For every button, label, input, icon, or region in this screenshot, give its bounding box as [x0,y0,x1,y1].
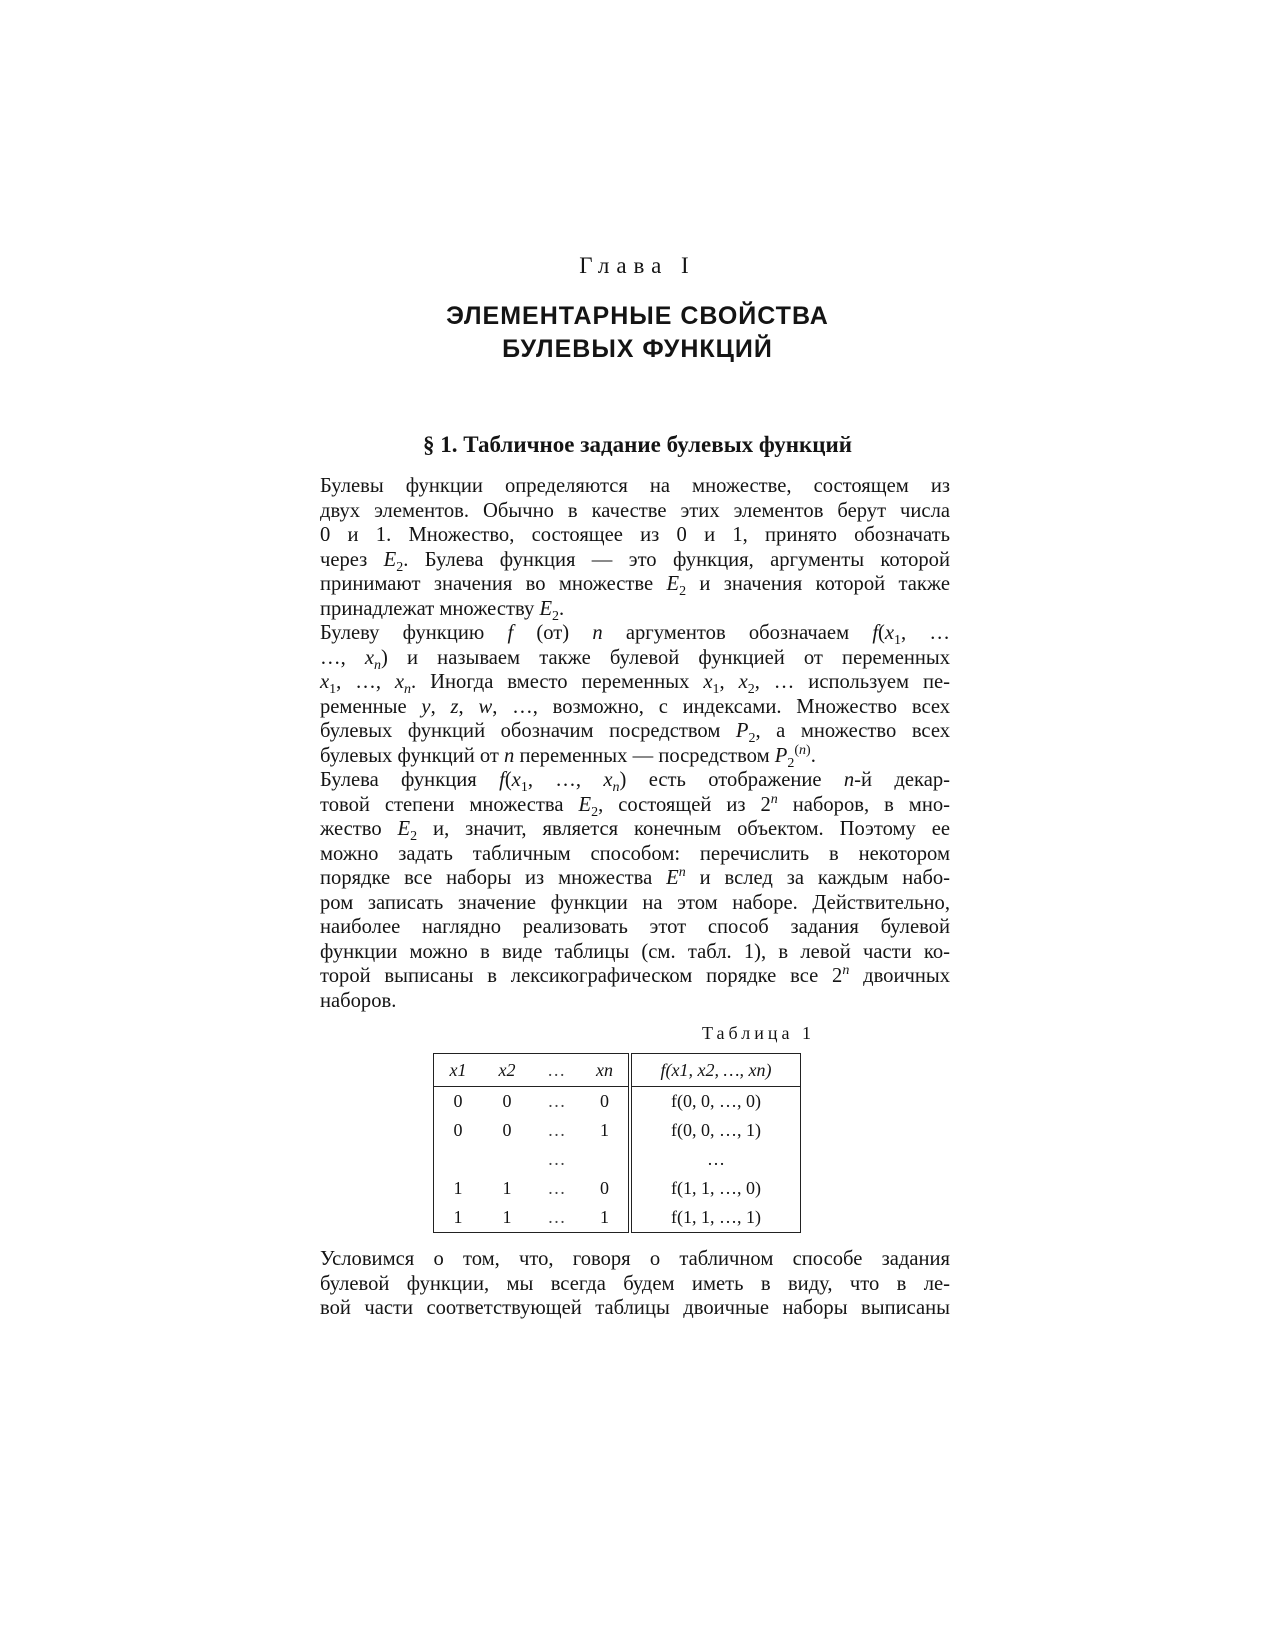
chapter-title [0,300,1275,366]
table-row [434,1174,801,1203]
table-cell: … [547,1207,566,1227]
table-row [434,1116,801,1145]
truth-table [433,1053,801,1233]
table-cell: 1 [453,1178,463,1198]
chapter-title-line: ЭЛЕМЕНТАРНЫЕ СВОЙСТВА [446,302,829,330]
table-cell [434,1145,483,1174]
table-cell: f(1, 1, …, 1) [630,1203,801,1233]
body-text-continued [287,1247,950,1321]
table-cell: 1 [600,1120,609,1140]
paragraph: Булева функция $f(x_1$, …, $x_n$) есть отображение n-й декар- товой степени множества $E_2$, состоящей из 2$^n$ наборов, в мно- жество $E_2$ и, значит, является конечным объектом. Поэтому ее можно задать табличным способом: перечислить в некотором порядке все наборы из множества $E^n$ и вслед за каждым набо- ром записать значение функции на этом наборе. Действительно, наиболее наглядно реализовать этот способ задания булевой функции можно в виде таблицы (см. табл. 1), в левой части ко- торой выписаны в лексикографическом порядке все 2$^n$ двоичных наборов. [320,769,951,1012]
table-cell: … [547,1178,566,1198]
paragraph: Булеву функцию f (от) n аргументов обозначаем $f(x_1$, … …, $x_n$) и называем также булевой функцией от переменных $x_1$, …, $x_n$. Иногда вместо переменных $x_1$, $x_2$, … используем пе- ременные y, z, w, …, возможно, с индексами. Множество всех булевых функций обозначим посредством $P_2$, а множество всех булевых функций от n переменных — посредством $P_2^{(n)}$. [320,622,951,771]
table-cell: f(0, 0, …, 0) [630,1087,801,1117]
paragraph: Булевы функции определяются на множестве, состоящем из двух элементов. Обычно в качестве этих элементов берут числа 0 и 1. Множество, состоящее из 0 и 1, принято обозначать через $E_2$. Булева функция — это функция, аргументы которой принимают значения во множестве $E_2$ и значения которой также принадлежат множеству $E_2$. [320,475,950,624]
table-row [434,1087,801,1117]
table-header-cell: x1 [434,1054,483,1087]
table-cell: … [630,1145,801,1174]
table-cell: 1 [502,1178,512,1198]
table-cell: 1 [453,1207,463,1227]
table-header-cell: f(x1, x2, …, xn) [630,1054,801,1087]
table-header-row [434,1054,801,1087]
table-cell [482,1145,532,1174]
table-cell: 0 [453,1091,463,1111]
table-row [434,1203,801,1233]
table-cell: 0 [502,1120,512,1140]
table-cell: … [547,1149,566,1169]
table-header-cell: … [532,1054,581,1087]
paragraph: Условимся о том, что, говоря о табличном способе задания булевой функции, мы всегда будем иметь в виду, что в ле- вой части соответствующей таблицы двоичные наборы выписаны [320,1248,950,1319]
table-cell: 0 [600,1091,609,1111]
table-caption: Таблица 1 [702,1023,815,1043]
table-cell: … [547,1120,566,1140]
section-title: § 1. Табличное задание булевых функций [422,432,852,457]
table-row [434,1145,801,1174]
table-cell: … [547,1091,566,1111]
table-cell: f(1, 1, …, 0) [630,1174,801,1203]
table-header-cell: x2 [482,1054,532,1087]
table-cell: 1 [600,1207,609,1227]
table-cell: 0 [600,1178,609,1198]
table-cell: 0 [453,1120,463,1140]
table-cell: 1 [502,1207,512,1227]
chapter-title-line: БУЛЕВЫХ ФУНКЦИЙ [502,335,773,363]
table-header-cell: xn [581,1054,630,1087]
table-cell: 0 [502,1091,512,1111]
body-text [287,474,950,1013]
table-cell [581,1145,630,1174]
chapter-label: Глава I [579,253,696,278]
table-cell: f(0, 0, …, 1) [630,1116,801,1145]
